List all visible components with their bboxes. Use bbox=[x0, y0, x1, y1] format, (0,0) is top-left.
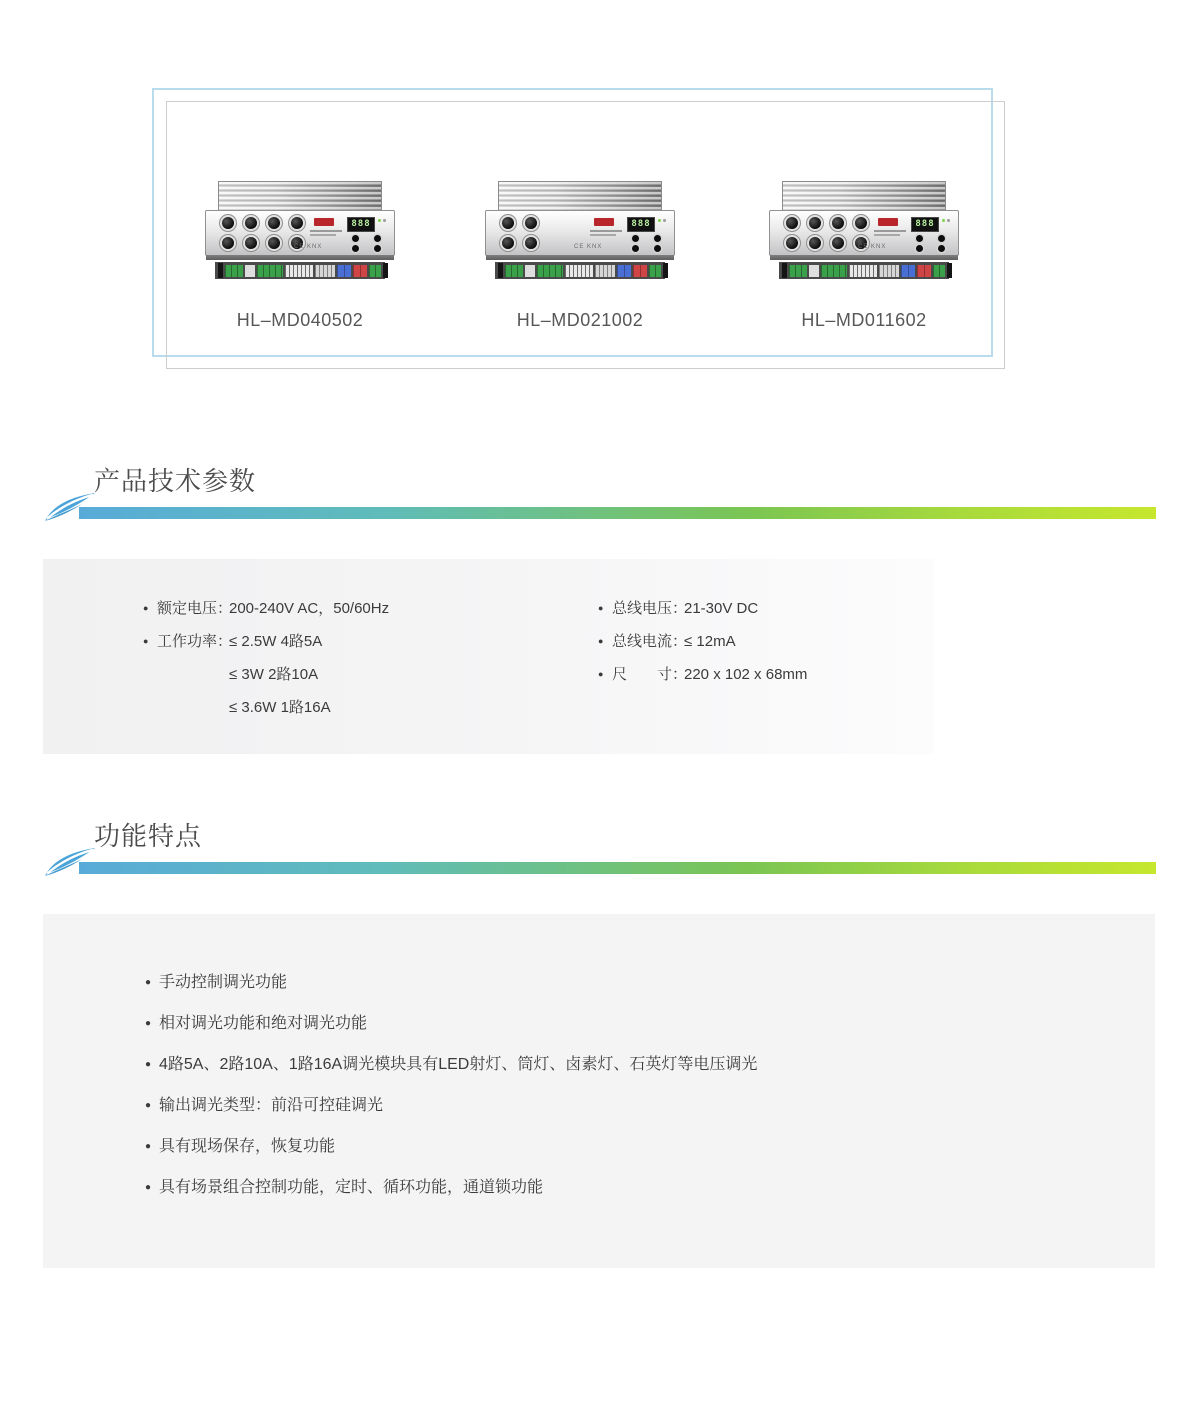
green-terminal bbox=[369, 265, 381, 277]
spec-value: 200-240V AC，50/60Hz bbox=[229, 600, 390, 617]
channel-knob bbox=[222, 237, 234, 249]
red-terminal bbox=[353, 265, 367, 277]
prog-button bbox=[916, 245, 923, 252]
spec-label: 总线电流： bbox=[612, 633, 688, 650]
knob-grid bbox=[496, 215, 542, 255]
specs-col-right bbox=[598, 592, 807, 691]
mount-tab bbox=[383, 263, 388, 278]
terminal-block-row bbox=[495, 262, 665, 279]
brand-badge bbox=[314, 218, 334, 226]
product-model-label: HL–MD040502 bbox=[236, 310, 364, 330]
spec-label: 尺 寸： bbox=[612, 666, 688, 683]
product-image bbox=[205, 180, 395, 280]
channel-knob bbox=[525, 237, 537, 249]
heatsink bbox=[218, 181, 382, 212]
front-panel bbox=[485, 210, 675, 256]
feature-item bbox=[145, 1056, 757, 1073]
exit-button bbox=[654, 235, 661, 242]
connector bbox=[809, 265, 819, 277]
features-list bbox=[145, 974, 757, 1220]
model-strip bbox=[770, 255, 958, 260]
product-model-label: HL–MD021002 bbox=[516, 310, 644, 330]
green-terminal bbox=[649, 265, 661, 277]
spec-value: ≤ 12mA bbox=[684, 633, 736, 650]
channel-knob bbox=[502, 217, 514, 229]
channel-knob bbox=[786, 217, 798, 229]
spec-line bbox=[598, 625, 807, 658]
channel-knob bbox=[245, 237, 257, 249]
channel-knob bbox=[832, 237, 844, 249]
green-terminal bbox=[505, 265, 523, 277]
seven-segment-display: 888 bbox=[347, 217, 375, 232]
connector-grid bbox=[285, 265, 313, 277]
product-model-label: HL–MD011602 bbox=[801, 310, 927, 330]
feature-text: 输出调光类型：前沿可控硅调光 bbox=[159, 1097, 384, 1114]
channel-knob bbox=[268, 237, 280, 249]
status-led bbox=[947, 219, 950, 222]
status-led bbox=[658, 219, 661, 222]
bullet-icon: ● bbox=[145, 1018, 152, 1029]
mount-tab bbox=[947, 263, 952, 278]
feature-text: 相对调光功能和绝对调光功能 bbox=[159, 1015, 368, 1032]
specs-col-left bbox=[143, 592, 389, 724]
channel-knob bbox=[245, 217, 257, 229]
seven-segment-display: 888 bbox=[911, 217, 939, 232]
label-text-line bbox=[590, 234, 616, 236]
brand-badge bbox=[878, 218, 898, 226]
select-button bbox=[352, 235, 359, 242]
front-panel bbox=[205, 210, 395, 256]
green-terminal bbox=[257, 265, 283, 277]
mount-tab bbox=[498, 263, 503, 278]
top-button bbox=[374, 245, 381, 252]
channel-knob bbox=[222, 217, 234, 229]
spec-value: ≤ 2.5W 4路5A bbox=[229, 633, 323, 650]
green-terminal bbox=[933, 265, 945, 277]
spec-line bbox=[143, 592, 389, 625]
feature-text: 具有场景组合控制功能，定时、循环功能，通道锁功能 bbox=[159, 1179, 544, 1196]
spec-value: ≤ 3.6W 1路16A bbox=[229, 699, 331, 716]
spec-value: 21-30V DC bbox=[684, 600, 759, 617]
channel-knob bbox=[525, 217, 537, 229]
brand-badge bbox=[594, 218, 614, 226]
knob-row bbox=[496, 235, 542, 251]
bullet-icon: ● bbox=[598, 636, 604, 646]
seven-segment-display: 888 bbox=[627, 217, 655, 232]
feature-item bbox=[145, 1097, 757, 1114]
spec-label: 额定电压： bbox=[157, 600, 233, 617]
feature-item bbox=[145, 1015, 757, 1032]
section-title-specs: 产品技术参数 bbox=[94, 466, 257, 496]
product-image bbox=[485, 180, 675, 280]
channel-knob bbox=[809, 217, 821, 229]
bullet-icon bbox=[143, 658, 157, 691]
feature-text: 手动控制调光功能 bbox=[159, 974, 288, 991]
channel-knob bbox=[502, 237, 514, 249]
specs-panel bbox=[43, 559, 934, 754]
bullet-icon: ● bbox=[145, 1141, 152, 1152]
channel-knob bbox=[809, 237, 821, 249]
section-divider-gradient bbox=[79, 507, 1156, 519]
knob-row bbox=[496, 215, 542, 231]
section-divider-gradient bbox=[79, 862, 1156, 874]
prog-button bbox=[632, 245, 639, 252]
connector bbox=[245, 265, 255, 277]
heatsink bbox=[498, 181, 662, 212]
red-terminal bbox=[633, 265, 647, 277]
feature-item bbox=[145, 1138, 757, 1155]
spec-line bbox=[143, 625, 389, 658]
spec-line bbox=[143, 691, 389, 724]
spec-value: ≤ 3W 2路10A bbox=[229, 666, 319, 683]
bullet-icon: ● bbox=[145, 1182, 152, 1193]
spec-line bbox=[598, 592, 807, 625]
green-terminal bbox=[225, 265, 243, 277]
label-text-line bbox=[590, 230, 622, 232]
label-text-line bbox=[310, 234, 336, 236]
heatsink bbox=[782, 181, 946, 212]
channel-knob bbox=[786, 237, 798, 249]
ce-knx-marks: CE KNX bbox=[858, 244, 887, 250]
status-led bbox=[942, 219, 945, 222]
bullet-icon: ● bbox=[143, 636, 149, 646]
channel-knob bbox=[855, 217, 867, 229]
green-terminal bbox=[537, 265, 563, 277]
knob-row bbox=[780, 215, 872, 231]
spec-line bbox=[598, 658, 807, 691]
knob-row bbox=[216, 215, 308, 231]
top-button bbox=[938, 245, 945, 252]
bullet-icon bbox=[143, 691, 157, 724]
connector-grid bbox=[879, 265, 899, 277]
blue-terminal bbox=[901, 265, 915, 277]
spec-line bbox=[143, 658, 389, 691]
terminal-block-row bbox=[215, 262, 385, 279]
top-button bbox=[654, 245, 661, 252]
exit-button bbox=[938, 235, 945, 242]
label-text-line bbox=[310, 230, 342, 232]
spec-label: 总线电压： bbox=[612, 600, 688, 617]
select-button bbox=[916, 235, 923, 242]
red-terminal bbox=[917, 265, 931, 277]
feature-item bbox=[145, 1179, 757, 1196]
mount-tab bbox=[218, 263, 223, 278]
ce-knx-marks: CE KNX bbox=[294, 244, 323, 250]
blue-terminal bbox=[337, 265, 351, 277]
connector-grid bbox=[315, 265, 335, 277]
ce-knx-marks: CE KNX bbox=[574, 244, 603, 250]
model-strip bbox=[486, 255, 674, 260]
section-title-features: 功能特点 bbox=[94, 821, 203, 851]
bullet-icon: ● bbox=[598, 669, 604, 679]
feature-item bbox=[145, 974, 757, 991]
status-led bbox=[663, 219, 666, 222]
bullet-icon: ● bbox=[145, 1100, 152, 1111]
terminal-block-row bbox=[779, 262, 949, 279]
feature-text: 具有现场保存，恢复功能 bbox=[159, 1138, 336, 1155]
label-text-line bbox=[874, 230, 906, 232]
features-panel bbox=[43, 914, 1155, 1268]
connector bbox=[525, 265, 535, 277]
connector-grid bbox=[565, 265, 593, 277]
select-button bbox=[632, 235, 639, 242]
exit-button bbox=[374, 235, 381, 242]
feature-text: 4路5A、2路10A、1路16A调光模块具有LED射灯、筒灯、卤素灯、石英灯等电压调光 bbox=[159, 1056, 758, 1073]
product-image bbox=[769, 180, 959, 280]
channel-knob bbox=[268, 217, 280, 229]
bullet-icon: ● bbox=[145, 977, 152, 988]
spec-label: 工作功率： bbox=[157, 633, 233, 650]
bullet-icon: ● bbox=[598, 603, 604, 613]
blue-terminal bbox=[617, 265, 631, 277]
connector-grid bbox=[595, 265, 615, 277]
green-terminal bbox=[789, 265, 807, 277]
spec-label bbox=[157, 658, 229, 691]
bullet-icon: ● bbox=[143, 603, 149, 613]
spec-label bbox=[157, 691, 229, 724]
mount-tab bbox=[782, 263, 787, 278]
front-panel bbox=[769, 210, 959, 256]
spec-value: 220 x 102 x 68mm bbox=[684, 666, 808, 683]
channel-knob bbox=[832, 217, 844, 229]
channel-knob bbox=[291, 217, 303, 229]
mount-tab bbox=[663, 263, 668, 278]
green-terminal bbox=[821, 265, 847, 277]
model-strip bbox=[206, 255, 394, 260]
bullet-icon: ● bbox=[145, 1059, 152, 1070]
connector-grid bbox=[849, 265, 877, 277]
label-text-line bbox=[874, 234, 900, 236]
status-led bbox=[383, 219, 386, 222]
status-led bbox=[378, 219, 381, 222]
prog-button bbox=[352, 245, 359, 252]
